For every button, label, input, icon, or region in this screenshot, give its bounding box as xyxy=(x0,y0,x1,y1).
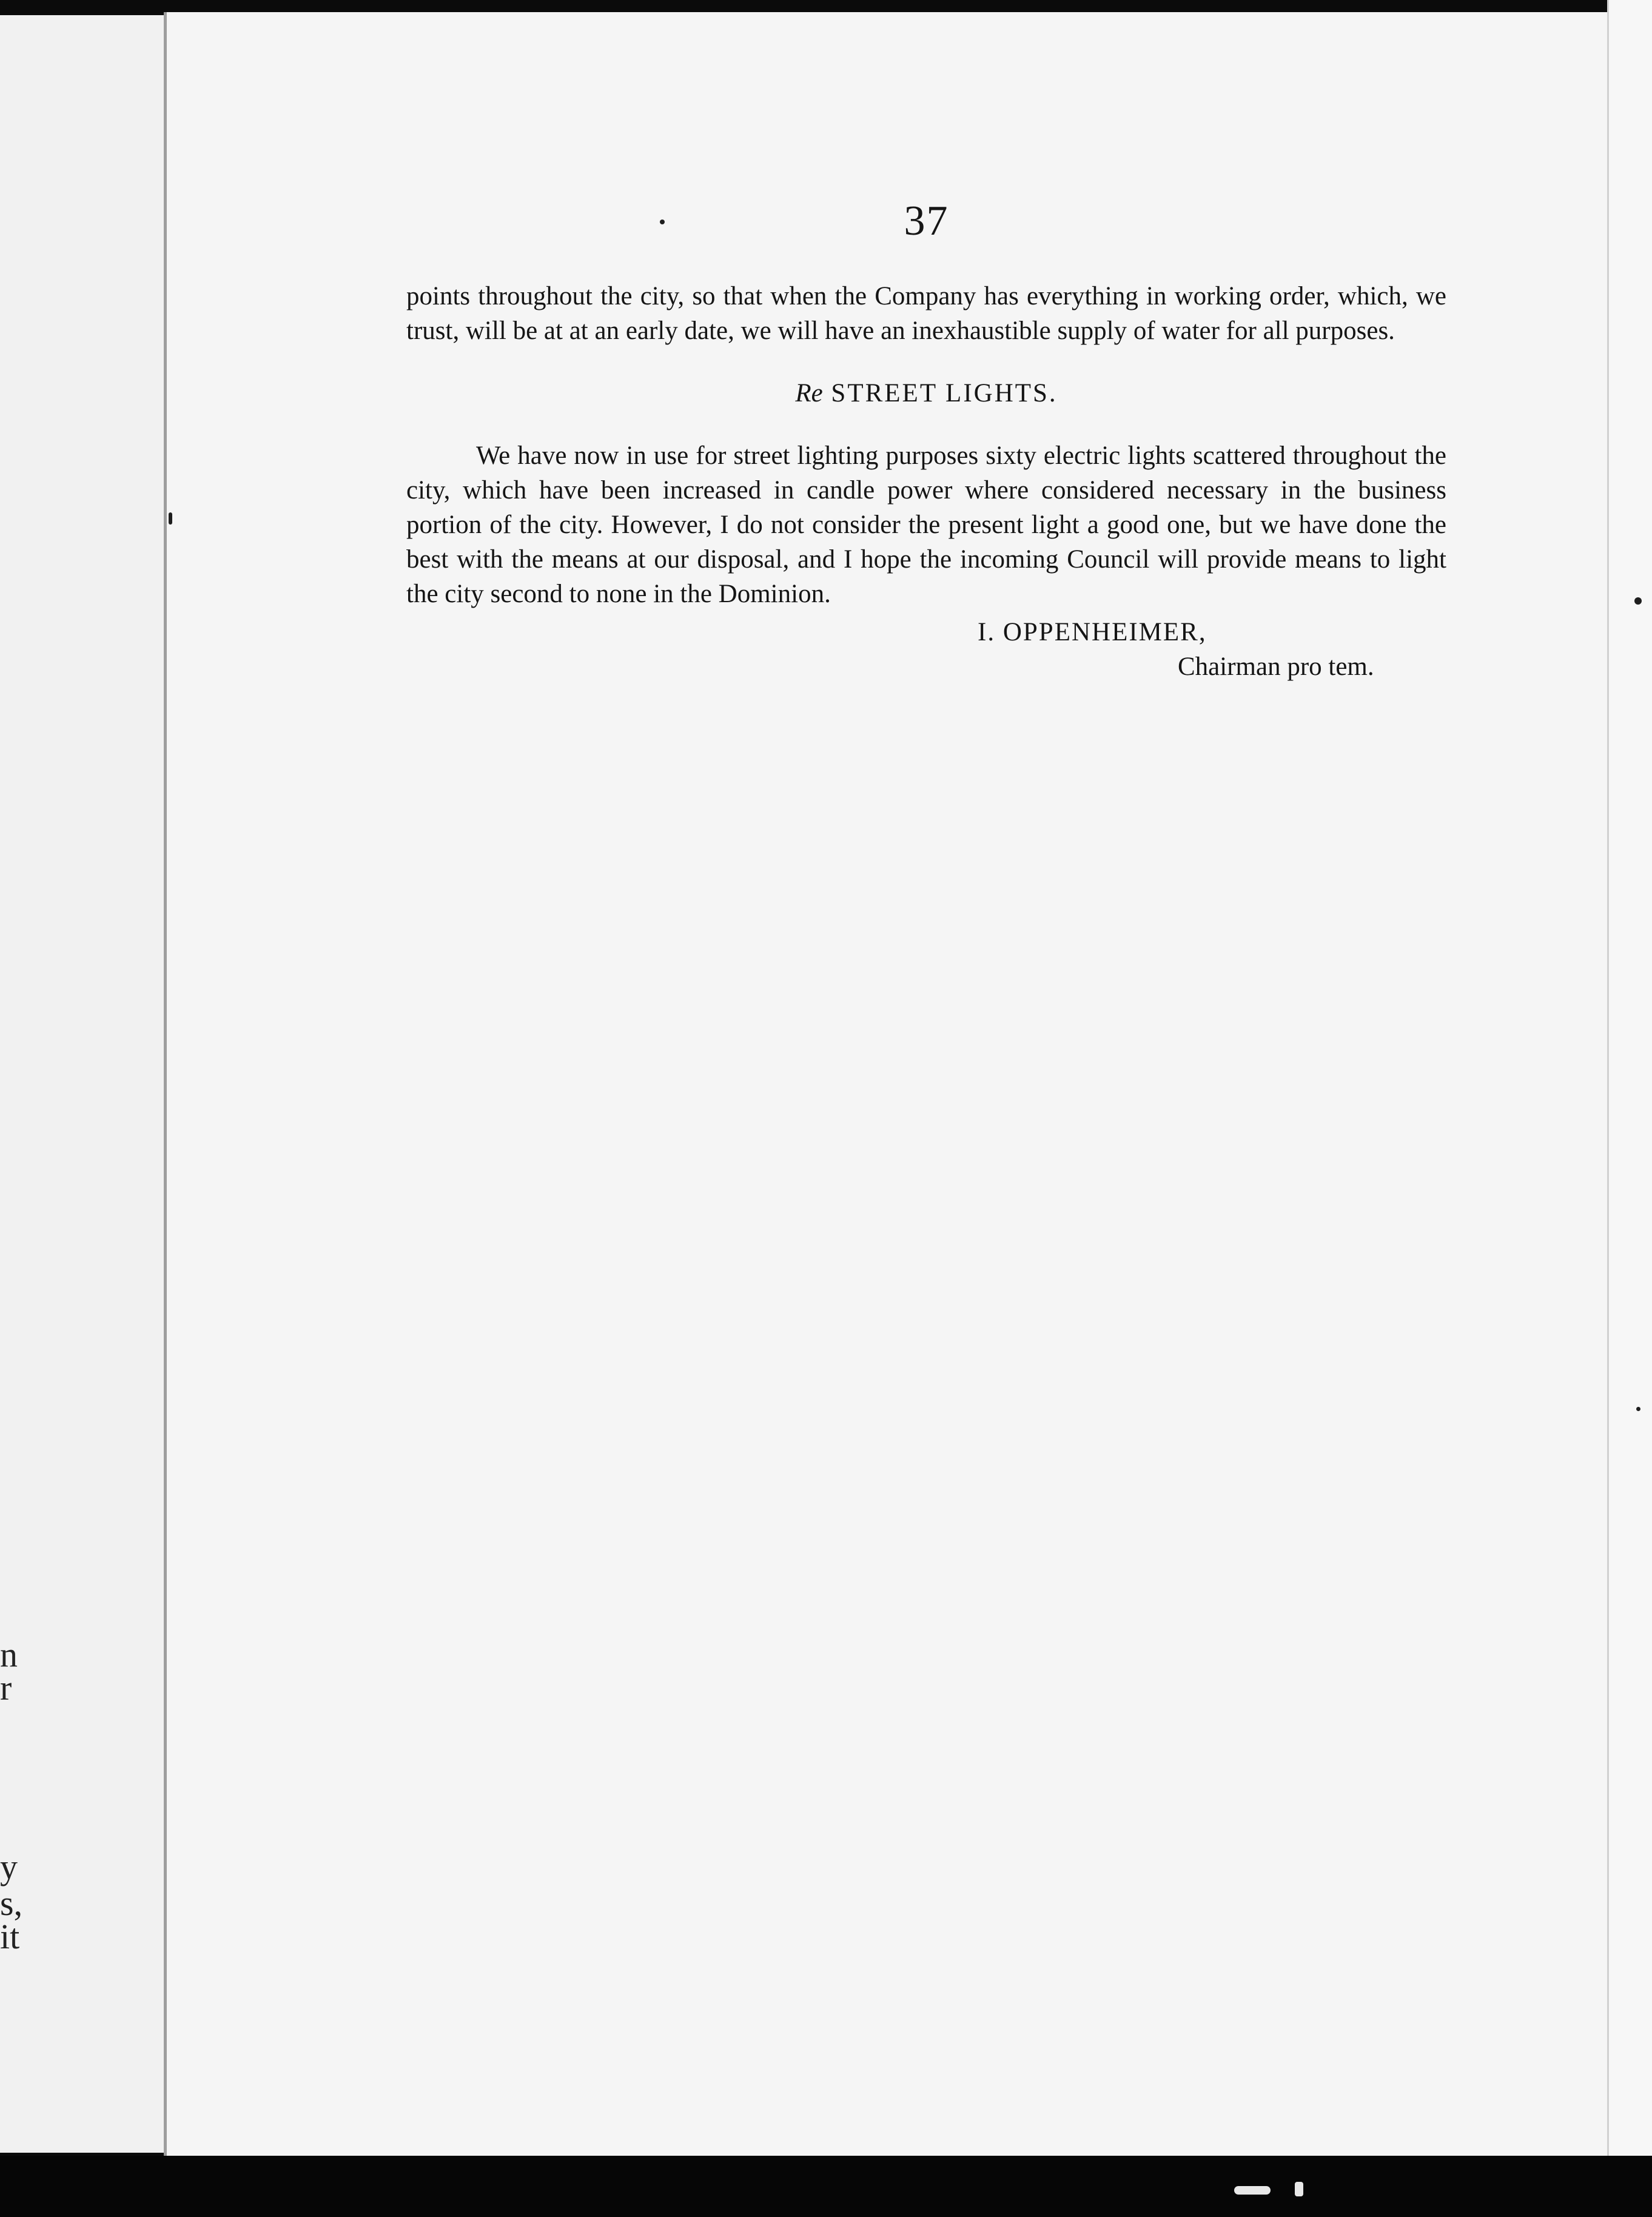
page-right-edge xyxy=(1607,0,1652,2165)
ink-speck xyxy=(660,220,665,224)
paragraph-water-supply: points throughout the city, so that when the Company has everything in working order, which, we trust, will be at at an early date, we will have an inexhaustible supply of water for all purposes. xyxy=(406,282,1446,345)
signature-name: I. OPPENHEIMER, xyxy=(978,618,1207,646)
ink-speck xyxy=(169,512,172,525)
facing-page-fragment: s, xyxy=(0,1883,23,1923)
heading-title: STREET LIGHTS. xyxy=(831,379,1058,408)
page-content xyxy=(406,200,1446,684)
scan-artifact xyxy=(1234,2186,1271,2195)
scan-border-bottom xyxy=(0,2156,1652,2217)
ink-speck xyxy=(1636,1407,1640,1411)
page-number: 37 xyxy=(904,198,949,244)
scan-artifact xyxy=(1295,2182,1303,2196)
signature-title: Chairman pro tem. xyxy=(1178,652,1374,681)
section-heading xyxy=(406,378,1446,408)
facing-page-fragment: n xyxy=(0,1635,18,1674)
heading-prefix: Re xyxy=(795,379,823,408)
facing-page-fragment: it xyxy=(0,1917,20,1956)
paragraph-street-lights: We have now in use for street lighting purposes sixty electric lights scattered throughout the city, which have been increased in candle power where considered necessary in the business portion of the city. However, I do not consider the present light a good one, but we have done the best with the means at our disposal, and I hope the incoming Council will provide means to light the city second to none in the Dominion. xyxy=(406,441,1446,608)
facing-page-fragment: r xyxy=(0,1668,12,1708)
ink-speck xyxy=(1634,597,1642,605)
facing-page-fragment: y xyxy=(0,1847,18,1887)
